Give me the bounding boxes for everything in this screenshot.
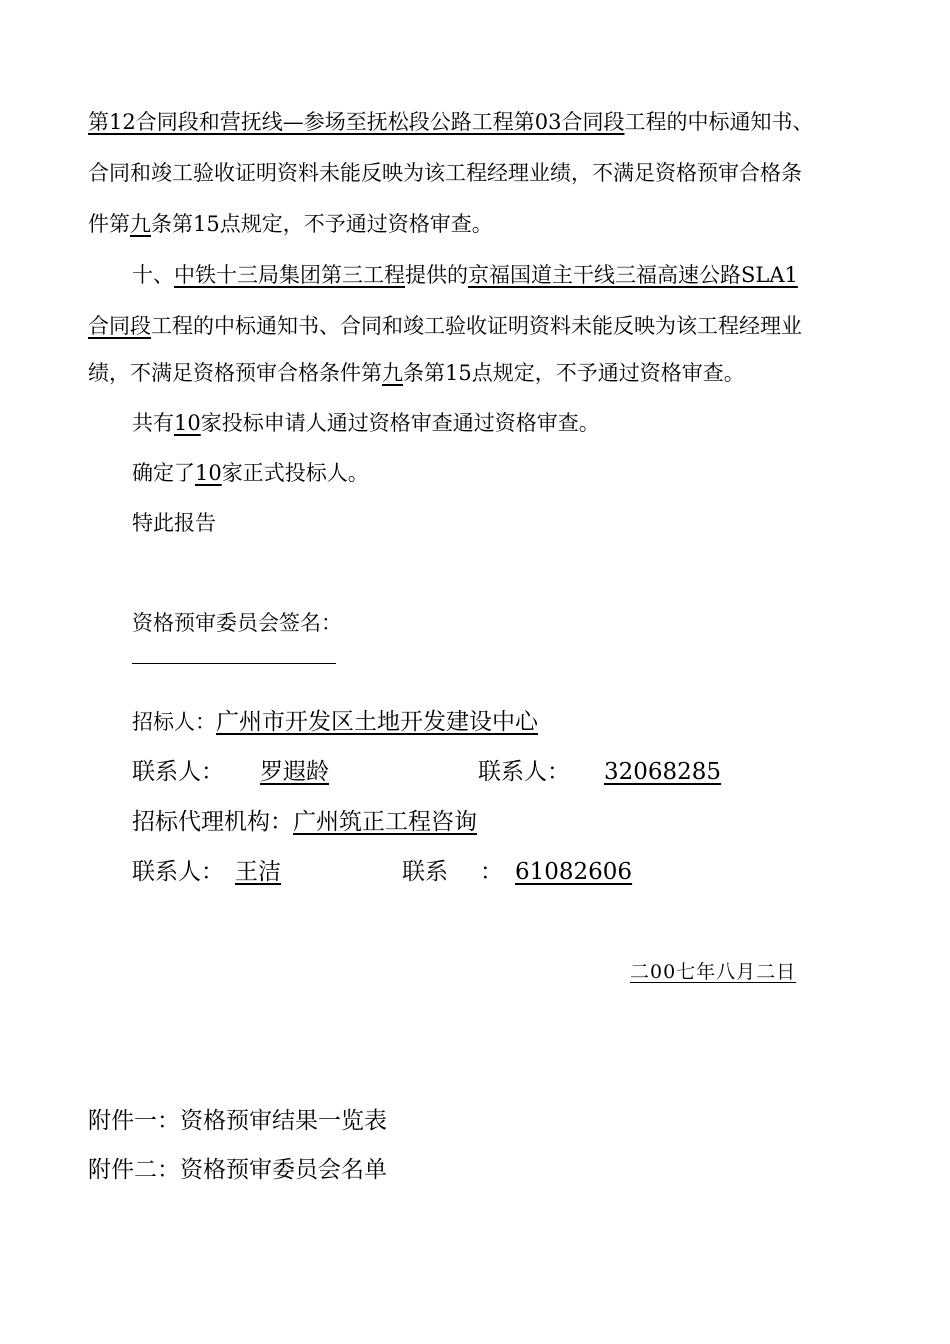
signature-line bbox=[132, 663, 336, 664]
passed-post: 家投标申请人通过资格审查通过资格审查。 bbox=[200, 411, 600, 435]
para1-line3 bbox=[88, 209, 493, 239]
passed-summary bbox=[132, 408, 600, 438]
para2-line3-post: 条第15点规定，不予通过资格审查。 bbox=[403, 361, 745, 385]
contact2-phone-label: 联系 bbox=[402, 859, 448, 885]
attachment-2: 附件二：资格预审委员会名单 bbox=[88, 1157, 387, 1183]
para1-line2: 合同和竣工验收证明资料未能反映为该工程经理业绩，不满足资格预审合格条 bbox=[88, 161, 802, 185]
contact2-phone: 61082606 bbox=[515, 859, 633, 885]
clause-number: 九 bbox=[382, 361, 403, 385]
clause-number: 九 bbox=[130, 212, 151, 236]
agency-label: 招标代理机构： bbox=[132, 809, 293, 835]
para2-line2 bbox=[88, 311, 802, 341]
confirmed-count: 10 bbox=[195, 461, 222, 485]
contact1-value: 罗遐龄 bbox=[260, 759, 329, 785]
para2-line1 bbox=[132, 260, 798, 290]
signature-label: 资格预审委员会签名： bbox=[132, 611, 342, 635]
agency-row bbox=[132, 807, 477, 837]
tenderer-value: 广州市开发区土地开发建设中心 bbox=[216, 709, 538, 735]
contact1-phone-label: 联系人： bbox=[478, 759, 570, 785]
confirmed-pre: 确定了 bbox=[132, 461, 195, 485]
passed-pre: 共有 bbox=[132, 411, 174, 435]
para1-line3-pre: 件第 bbox=[88, 212, 130, 236]
attachment-1: 附件一：资格预审结果一览表 bbox=[88, 1108, 387, 1134]
para2-line3-pre: 绩，不满足资格预审合格条件第 bbox=[88, 361, 382, 385]
contact2-label: 联系人： bbox=[132, 859, 224, 885]
project-name: 京福国道主干线三福高速公路SLA1 bbox=[468, 263, 798, 287]
closing-text: 特此报告 bbox=[132, 511, 216, 535]
contact1-label: 联系人： bbox=[132, 759, 224, 785]
passed-count: 10 bbox=[174, 411, 201, 435]
contact1-phone: 32068285 bbox=[604, 759, 722, 785]
confirmed-post: 家正式投标人。 bbox=[221, 461, 369, 485]
confirmed-summary bbox=[132, 458, 369, 488]
para1-line1-rest: 工程的中标通知书、 bbox=[624, 110, 814, 134]
report-date: 二00七年八月二日 bbox=[630, 961, 797, 983]
project-section: 合同段 bbox=[88, 314, 151, 338]
tenderer-label: 招标人： bbox=[132, 710, 216, 734]
para2-mid: 提供的 bbox=[405, 263, 468, 287]
para1-line3-post: 条第15点规定，不予通过资格审查。 bbox=[151, 212, 493, 236]
contact2-colon: ： bbox=[480, 859, 503, 885]
tenderer-row bbox=[132, 707, 538, 737]
para2-line3 bbox=[88, 358, 745, 388]
bidder-name: 中铁十三局集团第三工程 bbox=[174, 263, 405, 287]
contact2-value: 王洁 bbox=[235, 859, 281, 885]
contract-section-ref: 第12合同段和营抚线—参场至抚松段公路工程第03合同段 bbox=[88, 110, 625, 134]
para2-line2-rest: 工程的中标通知书、合同和竣工验收证明资料未能反映为该工程经理业 bbox=[151, 314, 802, 338]
agency-value: 广州筑正工程咨询 bbox=[293, 809, 477, 835]
para1-line1 bbox=[88, 107, 813, 137]
para2-index: 十、 bbox=[132, 263, 174, 287]
